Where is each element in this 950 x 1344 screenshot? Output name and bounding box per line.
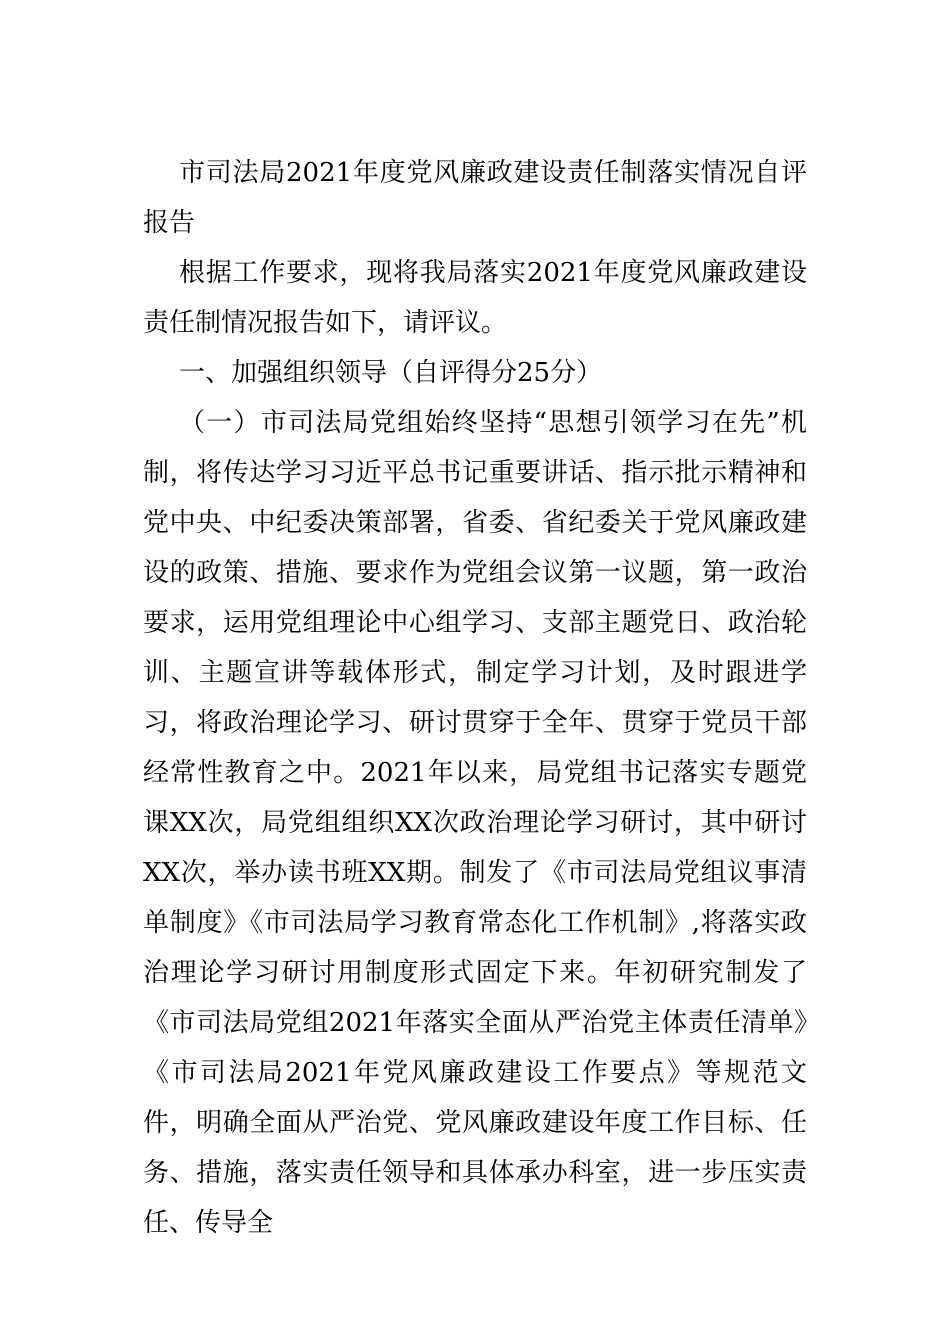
paragraph-1-1: （一）市司法局党组始终坚持“思想引领学习在先”机制，将传达学习习近平总书记重要讲话、指示批示精神和党中央、中纪委决策部署，省委、省纪委关于党风廉政建设的政策、措施、要求作为党组会议第一议题，第一政治要求，运用党组理论中心组学习、支部主题党日、政治轮训、主题宣讲等载体形式，制定学习计划，及时跟进学习，将政治理论学习、研讨贯穿于全年、贯穿于党员干部经常性教育之中。2021年以来，局党组书记落实专题党课XX次，局党组组织XX次政治理论学习研讨，其中研讨XX次，举办读书班XX期。制发了《市司法局党组议事清单制度》《市司法局学习教育常态化工作机制》,将落实政治理论学习研讨用制度形式固定下来。年初研究制发了《市司法局党组2021年落实全面从严治党主体责任清单》《市司法局2021年党风廉政建设工作要点》等规范文件，明确全面从严治党、党风廉政建设年度工作目标、任务、措施，落实责任领导和具体承办科室，进一步压实责任、传导全 [143,408,807,1238]
document-body [143,148,807,1248]
paragraph-intro: 根据工作要求，现将我局落实2021年度党风廉政建设责任制情况报告如下，请评议。 [143,258,807,338]
document-title: 市司法局2021年度党风廉政建设责任制落实情况自评报告 [143,158,807,238]
section-heading-1: 一、加强组织领导（自评得分25分） [179,358,603,388]
